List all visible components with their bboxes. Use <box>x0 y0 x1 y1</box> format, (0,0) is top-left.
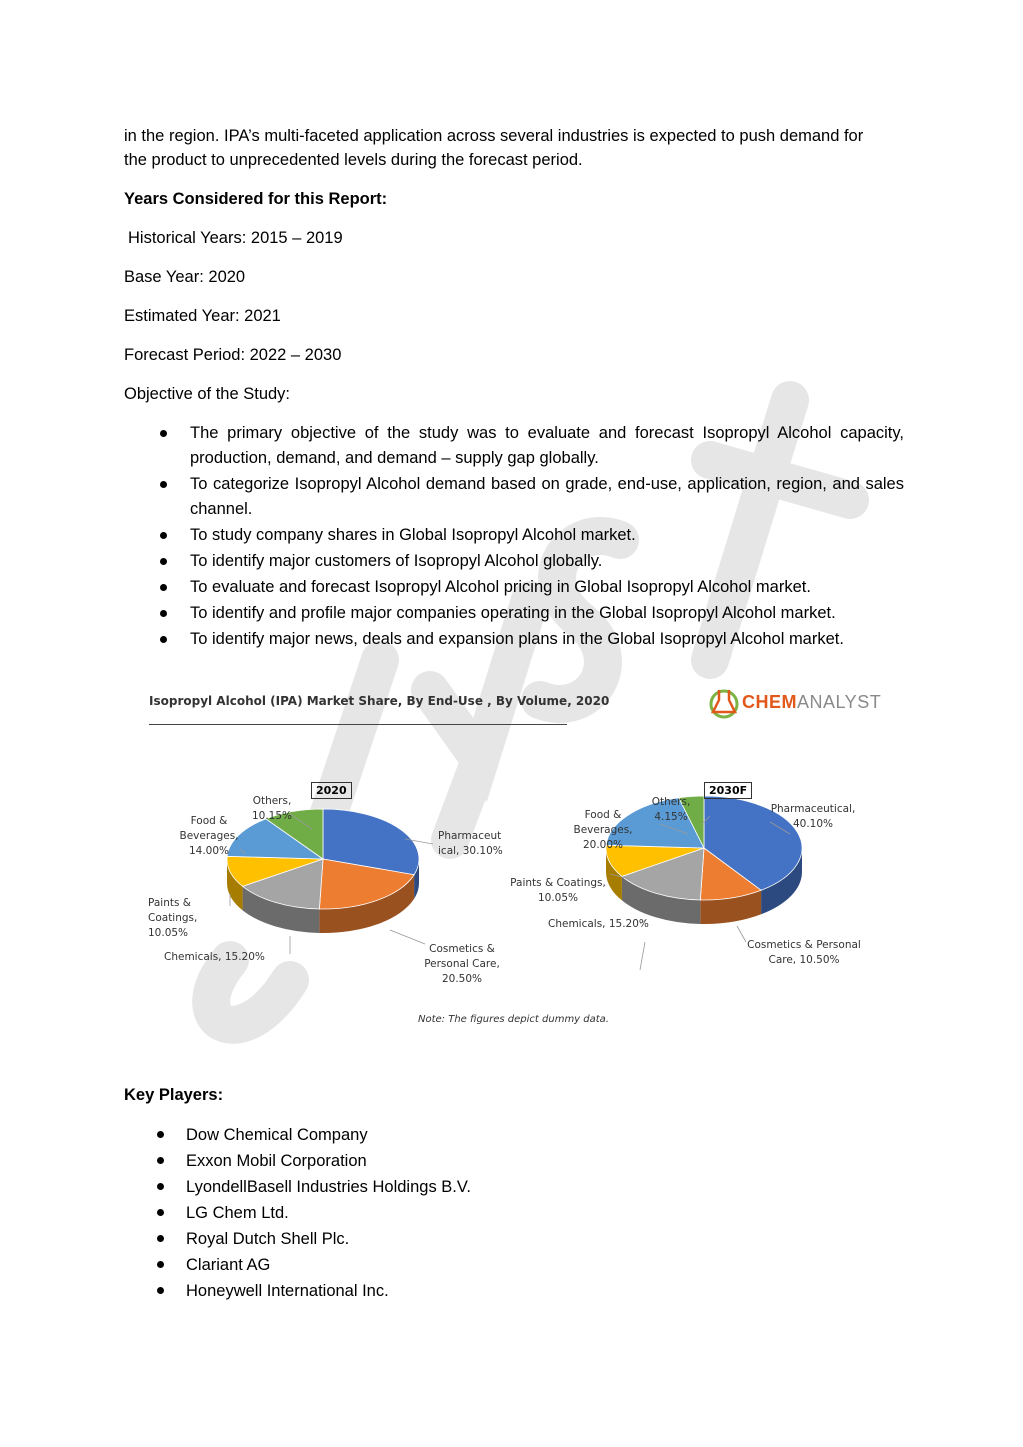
key-player-item: LG Chem Ltd. <box>124 1200 904 1226</box>
bullet-icon <box>160 481 167 488</box>
objective-item: To identify major news, deals and expansion plans in the Global Isopropyl Alcohol market. <box>124 627 904 652</box>
logo-text-analyst: ANALYST <box>797 691 882 712</box>
bullet-icon <box>160 430 167 437</box>
leader-line <box>640 942 645 970</box>
label-2030-pharma: Pharmaceutical, 40.10% <box>770 803 856 830</box>
figure-title: Isopropyl Alcohol (IPA) Market Share, By End-Use , By Volume, 2020 <box>149 694 610 708</box>
bullet-icon <box>160 558 167 565</box>
label-2030-others: Others, 4.15% <box>651 796 691 823</box>
bullet-icon <box>160 584 167 591</box>
label-2030-food: Food & Beverages, 20.00% <box>573 809 633 851</box>
year-box-2020: 2020 <box>311 782 352 799</box>
label-2030-paints: Paints & Coatings, 10.05% <box>510 877 606 904</box>
logo-text-chem: CHEM <box>742 691 797 712</box>
bullet-icon <box>157 1157 164 1164</box>
key-players-heading: Key Players: <box>124 1086 224 1104</box>
bullet-icon <box>157 1131 164 1138</box>
objective-item: To evaluate and forecast Isopropyl Alcohol pricing in Global Isopropyl Alcohol market. <box>124 575 904 600</box>
bullet-icon <box>157 1235 164 1242</box>
bullet-icon <box>157 1183 164 1190</box>
objective-heading: Objective of the Study: <box>124 385 291 403</box>
objective-list <box>124 421 904 652</box>
key-players-list <box>124 1122 904 1304</box>
objective-item: To identify major customers of Isopropyl Alcohol globally. <box>124 549 904 574</box>
bullet-icon <box>157 1287 164 1294</box>
label-2020-paints: Paints & Coatings, 10.05% <box>148 897 198 939</box>
label-2030-chemicals: Chemicals, 15.20% <box>548 918 649 930</box>
bullet-icon <box>160 636 167 643</box>
bullet-icon <box>157 1261 164 1268</box>
label-2020-cosmetics: Cosmetics & Personal Care, 20.50% <box>424 943 500 985</box>
forecast-period: Forecast Period: 2022 – 2030 <box>124 346 342 364</box>
base-year: Base Year: 2020 <box>124 268 246 286</box>
intro-line-1: in the region. IPA’s multi-faceted application across several industries is expected to push demand for <box>124 127 864 145</box>
objective-item: The primary objective of the study was to evaluate and forecast Isopropyl Alcohol capacity, production, demand, and demand – supply gap globally. <box>124 421 904 471</box>
historical-years: Historical Years: 2015 – 2019 <box>128 229 343 247</box>
key-player-item: Royal Dutch Shell Plc. <box>124 1226 904 1252</box>
label-2020-others: Others, 10.15% <box>251 795 293 822</box>
figure-note: Note: The figures depict dummy data. <box>418 1014 609 1025</box>
key-player-item: LyondellBasell Industries Holdings B.V. <box>124 1174 904 1200</box>
market-share-figure <box>140 674 890 1034</box>
key-player-item: Honeywell International Inc. <box>124 1278 904 1304</box>
bullet-icon <box>160 610 167 617</box>
label-2020-pharma: Pharmaceut ical, 30.10% <box>438 830 503 857</box>
key-player-item: Clariant AG <box>124 1252 904 1278</box>
bullet-icon <box>157 1209 164 1216</box>
objective-item: To categorize Isopropyl Alcohol demand based on grade, end-use, application, region, and sales channel. <box>124 472 904 522</box>
label-2030-cosmetics: Cosmetics & Personal Care, 10.50% <box>747 939 861 966</box>
intro-line-2: the product to unprecedented levels during the forecast period. <box>124 151 583 169</box>
estimated-year: Estimated Year: 2021 <box>124 307 281 325</box>
objective-item: To study company shares in Global Isopropyl Alcohol market. <box>124 523 904 548</box>
bullet-icon <box>160 532 167 539</box>
objective-item: To identify and profile major companies operating in the Global Isopropyl Alcohol market. <box>124 601 904 626</box>
years-heading: Years Considered for this Report: <box>124 190 388 208</box>
key-player-item: Exxon Mobil Corporation <box>124 1148 904 1174</box>
year-box-2030f: 2030F <box>704 782 752 799</box>
label-2020-food: Food & Beverages, 14.00% <box>179 815 239 857</box>
key-player-item: Dow Chemical Company <box>124 1122 904 1148</box>
label-2020-chemicals: Chemicals, 15.20% <box>164 951 265 963</box>
